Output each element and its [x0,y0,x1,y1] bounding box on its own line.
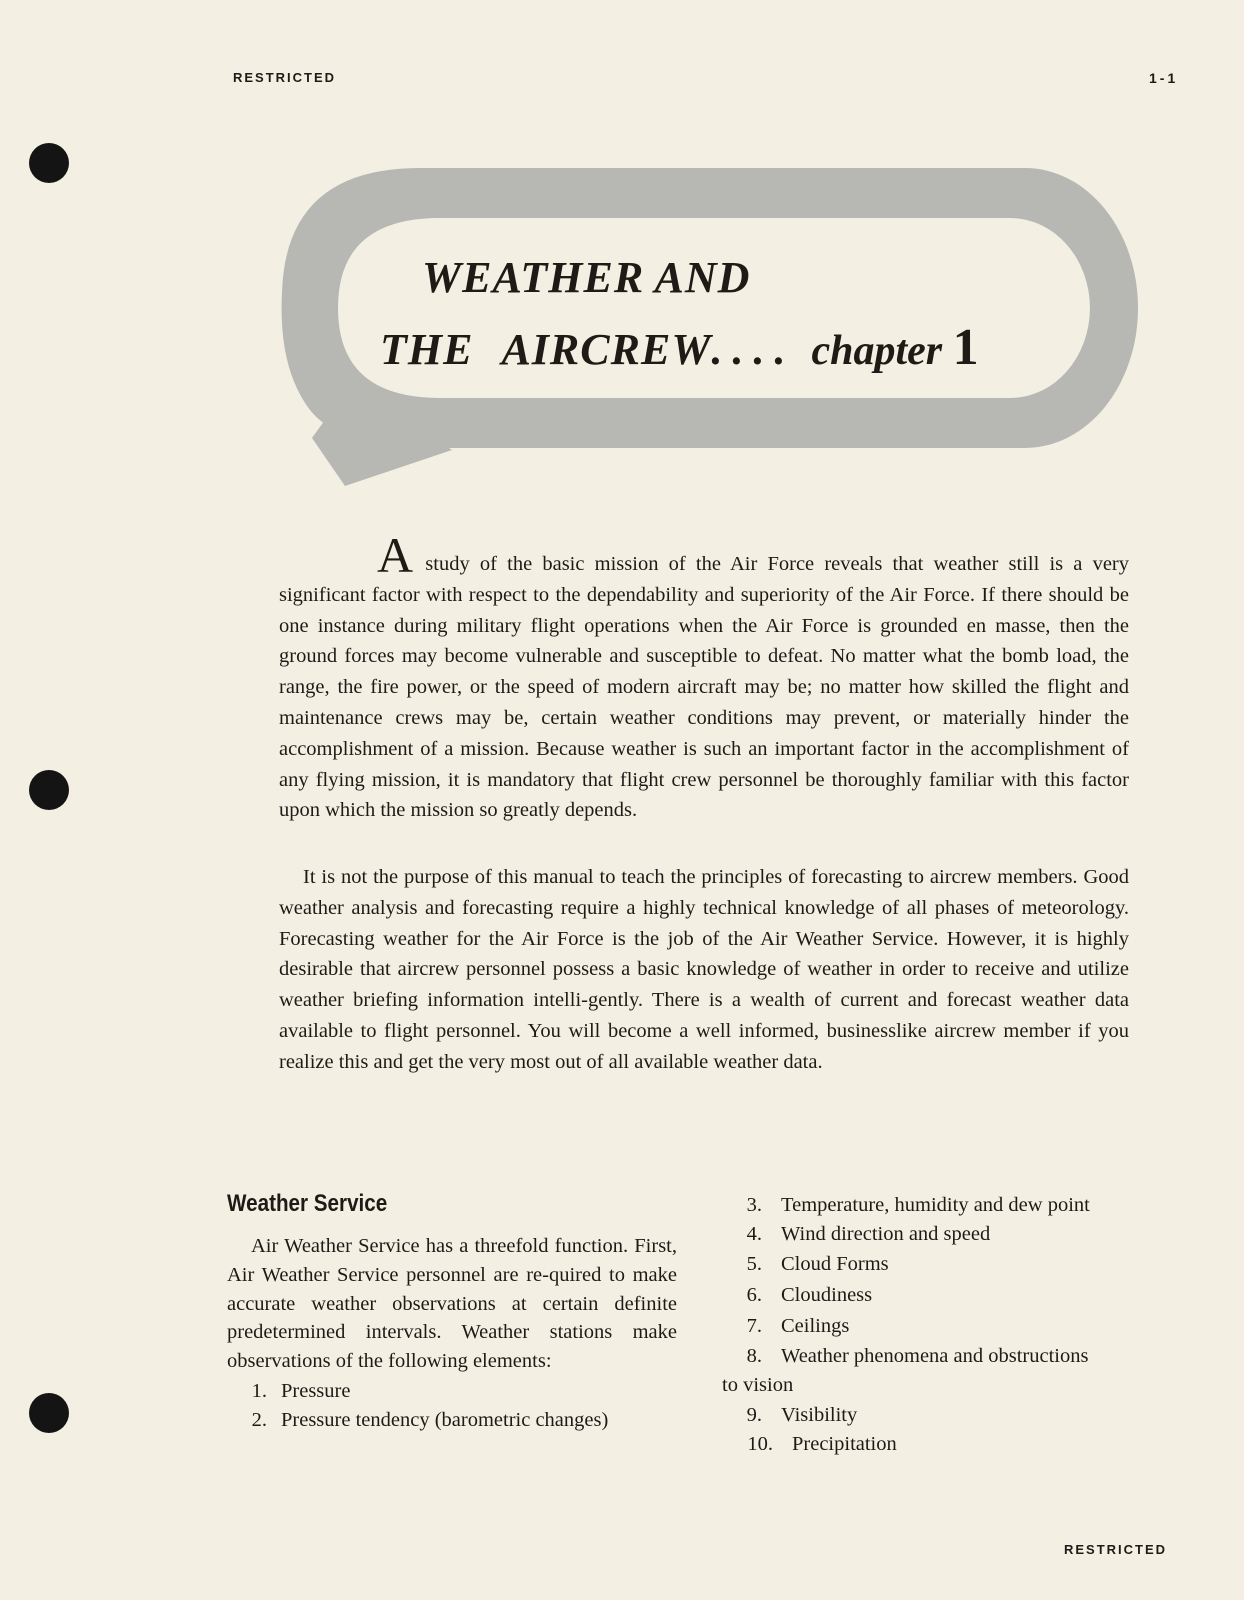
binder-hole-middle [29,770,69,810]
list-item-number: 3. [746,1194,762,1216]
section-heading-weather-service: Weather Service [227,1190,388,1217]
chapter-title-line-2 [380,318,979,377]
list-item-number: 9. [746,1404,762,1426]
list-item-number: 10. [747,1433,773,1455]
list-item-text: Ceilings [781,1315,850,1337]
list-item [722,1342,1193,1399]
list-item [722,1312,849,1340]
list-item-text: Pressure tendency (barometric changes) [281,1409,609,1431]
list-item-number: 1. [251,1380,267,1402]
list-item-text-continued: to vision [722,1373,794,1396]
weather-service-intro: Air Weather Service has a threefold function. First, Air Weather Service personnel are re-quired to make accurate weather observations at certain definite predetermined intervals. Weather stations make observations of the following elements: [227,1235,677,1373]
intro-paragraph-1-text: study of the basic mission of the Air Force reveals that weather still is a very significant factor with respect to the dependability and superiority of the Air Force. If there should be one instance during military flight operations when the Air Force is grounded en masse, then the ground forces may become vulnerable and susceptible to defeat. No matter what the bomb load, the range, the fire power, or the speed of modern aircraft may be; no matter how skilled the flight and maintenance crews may be, certain weather conditions may prevent, or materially hinder the accomplishment of a mission. Because weather is such an important factor in the accomplishment of any flying mission, it is mandatory that flight crew personnel be thoroughly familiar with this factor upon which the mission so greatly depends. [279,553,1129,822]
list-item-text: Temperature, humidity and dew point [781,1194,1090,1216]
chapter-word: chapter [811,328,943,374]
list-item-text: Cloud Forms [781,1253,889,1275]
chapter-label [811,319,979,376]
chapter-title-line-1: WEATHER AND [422,253,751,302]
running-header-restricted: RESTRICTED [233,70,337,85]
list-item-text: Pressure [281,1380,351,1402]
list-item-text: Precipitation [792,1433,897,1455]
drop-cap: A [377,527,414,583]
list-item [227,1406,608,1434]
title-ellipsis: .... [711,325,796,374]
list-item-number: 6. [746,1284,762,1306]
list-item-text: Weather phenomena and obstructions [781,1345,1089,1367]
list-item [722,1191,1090,1219]
list-item [722,1401,857,1429]
list-item-text: Wind direction and speed [781,1223,991,1245]
title-word-aircrew: AIRCREW [501,325,712,374]
list-item-text: Cloudiness [781,1284,873,1306]
list-item-number: 8. [746,1345,762,1367]
list-item-number: 4. [746,1223,762,1245]
page-number: 1-1 [1149,70,1179,86]
list-item [722,1430,897,1458]
binder-hole-bottom [29,1393,69,1433]
running-footer-restricted: RESTRICTED [1064,1542,1168,1557]
list-item [722,1250,889,1278]
list-item-number: 2. [251,1409,267,1431]
list-item-number: 5. [746,1253,762,1275]
intro-paragraph-2: It is not the purpose of this manual to teach the principles of forecasting to aircrew members. Good weather analysis and forecasting require a highly technical knowledge of all phases of meteorology. Forecasting weather for the Air Force is the job of the Air Weather Service. However, it is highly desirable that aircrew personnel possess a basic knowledge of weather in order to receive and utilize weather briefing information intelli-gently. There is a wealth of current and forecast weather data available to flight personnel. You will become a well informed, businesslike aircrew member if you realize this and get the very most out of all available weather data. [279,866,1129,1073]
chapter-number: 1 [952,319,979,376]
list-item [722,1220,990,1248]
list-item-text: Visibility [781,1404,858,1426]
title-word-the: THE [380,325,474,374]
list-item [227,1377,350,1405]
list-item-number: 7. [746,1315,762,1337]
intro-paragraph-1 [279,527,1129,826]
list-item [722,1281,872,1309]
